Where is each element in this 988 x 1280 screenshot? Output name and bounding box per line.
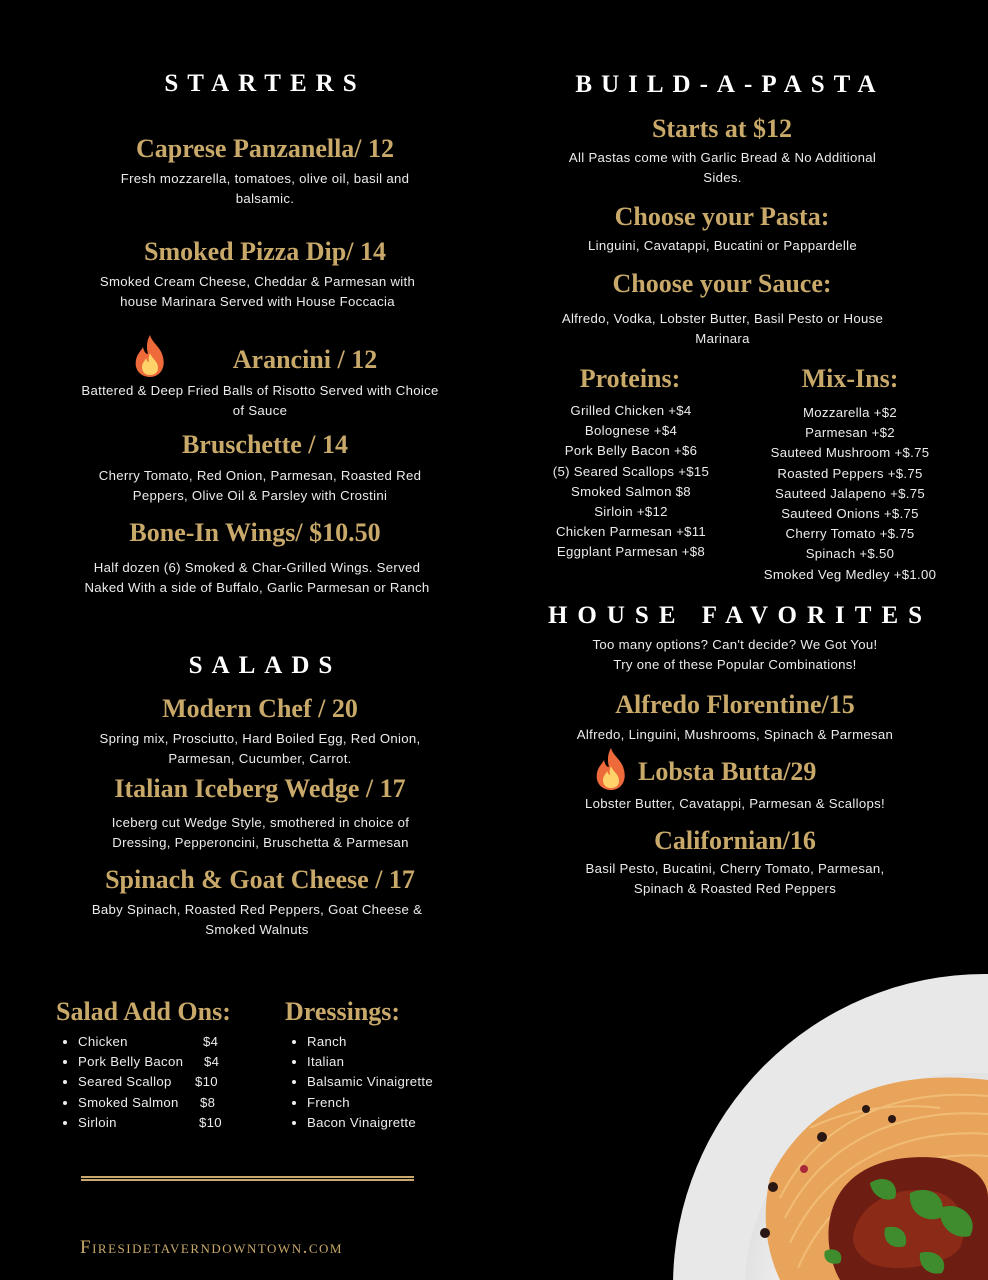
choose-sauce-description: Alfredo, Vodka, Lobster Butter, Basil Pesto or House Marinara bbox=[561, 311, 884, 346]
dressing-item: Balsamic Vinaigrette bbox=[285, 1072, 465, 1092]
menu-item-description: Battered & Deep Fried Balls of Risotto Served with Choice of Sauce bbox=[81, 383, 439, 418]
mix-in-item: Spinach +$.50 bbox=[805, 546, 895, 562]
spaghetti-plate-photo bbox=[640, 968, 988, 1280]
menu-item-title: Arancini / 12 bbox=[232, 345, 378, 374]
protein-item: (5) Seared Scallops +$15 bbox=[552, 463, 710, 479]
proteins-heading: Proteins: bbox=[579, 364, 681, 393]
protein-item: Grilled Chicken +$4 bbox=[570, 403, 692, 418]
menu-item-title: Spinach & Goat Cheese / 17 bbox=[105, 865, 415, 894]
menu-item-title: Modern Chef / 20 bbox=[162, 694, 358, 723]
mix-in-item: Cherry Tomato +$.75 bbox=[785, 526, 915, 542]
menu-item-description: Half dozen (6) Smoked & Char-Grilled Wings. Served Naked With a side of Buffalo, Garlic Parmesan or Ranch bbox=[84, 560, 430, 595]
menu-item-description: Lobster Butter, Cavatappi, Parmesan & Scallops! bbox=[585, 796, 885, 811]
add-ons-heading: Salad Add Ons: bbox=[56, 997, 231, 1026]
protein-item: Sirloin +$12 bbox=[594, 504, 668, 520]
add-on-item: Seared Scallop $10 bbox=[56, 1072, 236, 1092]
choose-sauce-title: Choose your Sauce: bbox=[612, 269, 832, 298]
starters-heading: STARTERS bbox=[164, 70, 366, 97]
build-a-pasta-heading: BUILD-A-PASTA bbox=[575, 71, 885, 98]
menu-item-description: Iceberg cut Wedge Style, smothered in choice of Dressing, Pepperoncini, Bruschetta & Parmesan bbox=[111, 815, 410, 850]
dressing-item: Ranch bbox=[285, 1032, 465, 1052]
menu-item-description: Fresh mozzarella, tomatoes, olive oil, basil and balsamic. bbox=[120, 171, 410, 206]
menu-item-title: Alfredo Florentine/15 bbox=[615, 690, 855, 719]
footer-divider bbox=[81, 1176, 414, 1181]
add-on-item: Sirloin $10 bbox=[56, 1113, 236, 1133]
menu-item-title: Caprese Panzanella/ 12 bbox=[135, 134, 395, 163]
house-favorites-heading: HOUSE FAVORITES bbox=[547, 602, 933, 629]
mix-ins-list bbox=[745, 403, 955, 585]
fire-icon bbox=[592, 746, 630, 792]
menu-item-title: Californian/16 bbox=[654, 826, 816, 855]
dressing-item: Bacon Vinaigrette bbox=[285, 1113, 465, 1133]
proteins-list bbox=[536, 401, 726, 563]
menu-item-title: Bruschette / 14 bbox=[181, 430, 349, 459]
protein-item: Bolognese +$4 bbox=[584, 423, 678, 439]
starts-at-title: Starts at $12 bbox=[651, 114, 793, 143]
menu-item-title: Smoked Pizza Dip/ 14 bbox=[144, 237, 386, 266]
mix-in-item: Sauteed Mushroom +$.75 bbox=[770, 445, 930, 461]
salads-heading: SALADS bbox=[188, 652, 342, 679]
menu-item-title: Bone-In Wings/ $10.50 bbox=[129, 518, 381, 547]
dressing-item: French bbox=[285, 1093, 465, 1113]
add-on-item: Pork Belly Bacon $4 bbox=[56, 1052, 236, 1072]
menu-item-description: Cherry Tomato, Red Onion, Parmesan, Roasted Red Peppers, Olive Oil & Parsley with Crostini bbox=[98, 468, 422, 503]
add-on-item: Smoked Salmon $8 bbox=[56, 1093, 236, 1113]
website-link[interactable]: Firesidetaverndowntown.com bbox=[80, 1237, 343, 1258]
protein-item: Smoked Salmon $8 bbox=[571, 483, 691, 499]
menu-item-title: Lobsta Butta/29 bbox=[638, 757, 817, 786]
dressing-item: Italian bbox=[285, 1052, 465, 1072]
menu-item-description: Basil Pesto, Bucatini, Cherry Tomato, Parmesan, Spinach & Roasted Red Peppers bbox=[585, 861, 885, 896]
add-ons-list bbox=[56, 1032, 236, 1133]
protein-item: Pork Belly Bacon +$6 bbox=[564, 443, 698, 459]
protein-item: Chicken Parmesan +$11 bbox=[555, 524, 707, 540]
mix-ins-heading: Mix-Ins: bbox=[801, 364, 899, 393]
menu-item-description: Baby Spinach, Roasted Red Peppers, Goat Cheese & Smoked Walnuts bbox=[91, 902, 423, 937]
menu-item-description: Alfredo, Linguini, Mushrooms, Spinach & Parmesan bbox=[576, 727, 894, 742]
house-favorites-subtitle: Too many options? Can't decide? We Got You! Try one of these Popular Combinations! bbox=[592, 637, 878, 672]
mix-in-item: Parmesan +$2 bbox=[805, 425, 895, 441]
dressings-list bbox=[285, 1032, 465, 1133]
mix-in-item: Smoked Veg Medley +$1.00 bbox=[763, 566, 937, 582]
mix-in-item: Mozzarella +$2 bbox=[803, 405, 897, 420]
mix-in-item: Roasted Peppers +$.75 bbox=[777, 465, 923, 481]
add-on-item: Chicken $4 bbox=[56, 1032, 236, 1052]
mix-in-item: Sauteed Jalapeno +$.75 bbox=[775, 485, 925, 501]
menu-item-title: Italian Iceberg Wedge / 17 bbox=[114, 774, 406, 803]
protein-item: Eggplant Parmesan +$8 bbox=[556, 544, 706, 560]
menu-item-description: Spring mix, Prosciutto, Hard Boiled Egg, Red Onion, Parmesan, Cucumber, Carrot. bbox=[99, 731, 421, 766]
menu-item-description: Smoked Cream Cheese, Cheddar & Parmesan with house Marinara Served with House Foccacia bbox=[99, 274, 416, 309]
starts-at-description: All Pastas come with Garlic Bread & No Additional Sides. bbox=[568, 150, 877, 185]
mix-in-item: Sauteed Onions +$.75 bbox=[781, 506, 919, 522]
dressings-heading: Dressings: bbox=[285, 997, 401, 1026]
choose-pasta-description: Linguini, Cavatappi, Bucatini or Pappardelle bbox=[587, 238, 858, 253]
choose-pasta-title: Choose your Pasta: bbox=[614, 202, 830, 231]
